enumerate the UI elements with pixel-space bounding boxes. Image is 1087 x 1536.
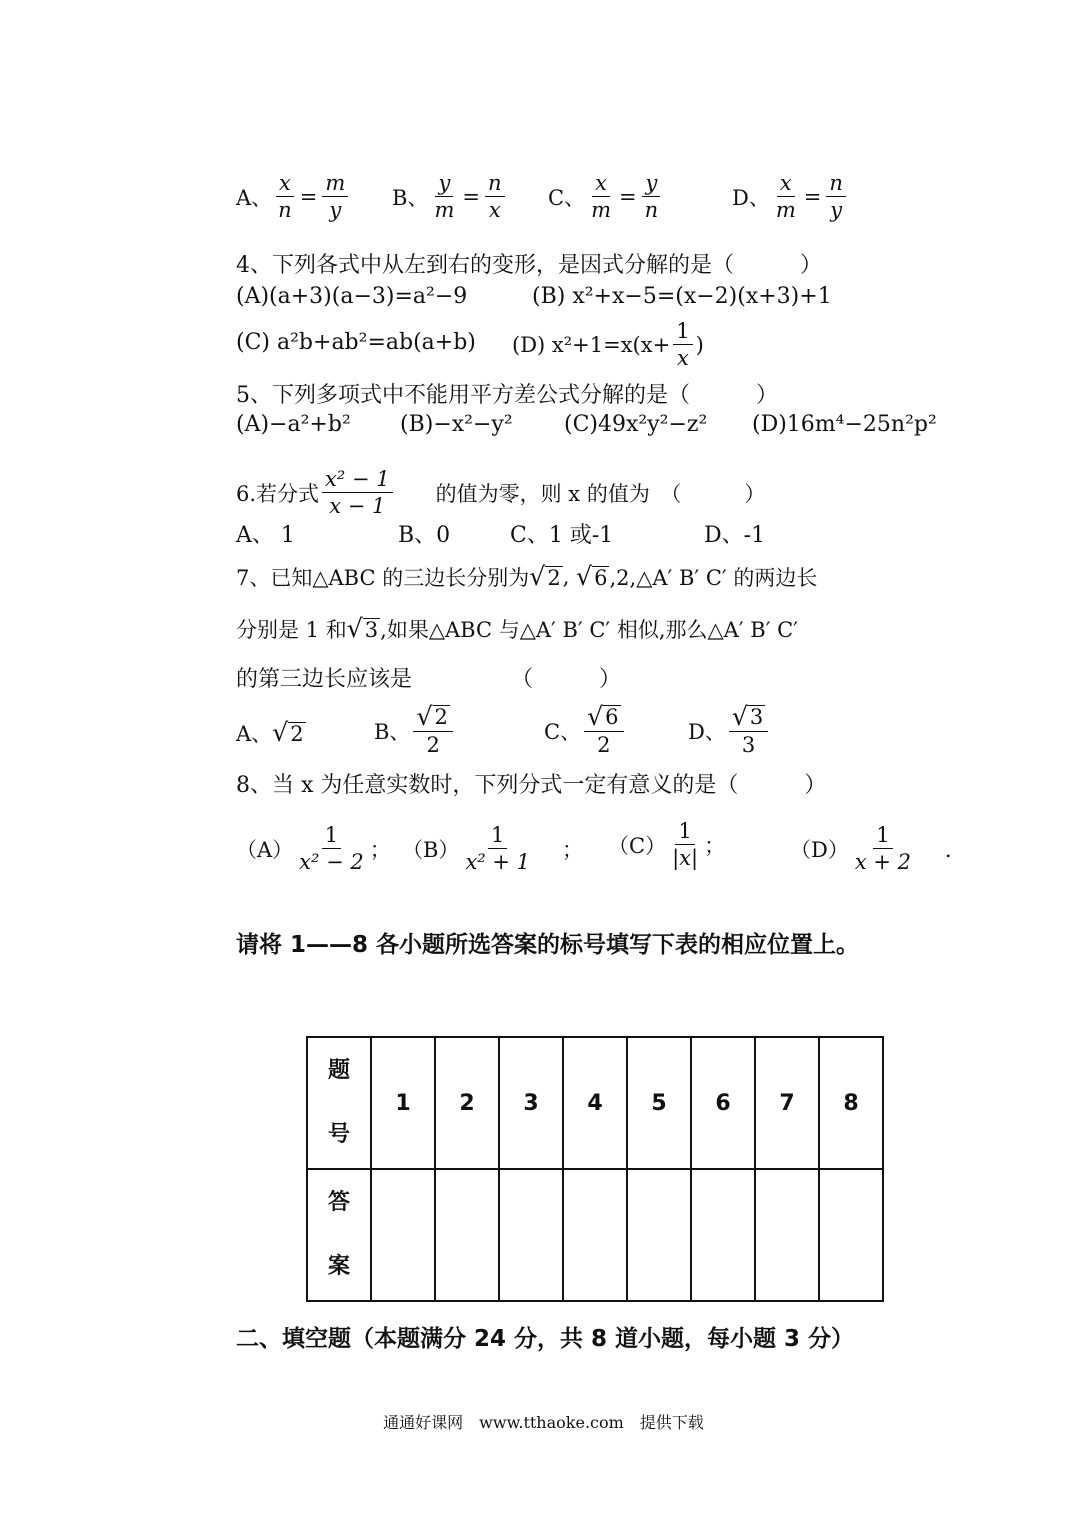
- q5-option-c: (C)49x²y²−z²: [564, 412, 708, 437]
- q6-option-d: D、-1: [704, 523, 766, 548]
- denominator: 2: [426, 733, 440, 758]
- stem-text: ,如果△ABC 与△A′ B′ C′ 相似,那么△A′ B′ C′: [380, 618, 799, 642]
- radicand: 2: [434, 705, 448, 730]
- option-label: D、: [732, 185, 770, 210]
- numerator: x: [777, 170, 795, 197]
- denominator: x − 1: [329, 494, 386, 519]
- numerator: 1: [488, 822, 507, 849]
- denominator: x² + 1: [465, 850, 531, 875]
- q8-option-c: [608, 818, 725, 872]
- option-label: B、: [392, 185, 429, 210]
- answer-table: [306, 1036, 884, 1302]
- option-label: A、: [236, 722, 273, 746]
- q8-option-a: [236, 822, 391, 876]
- q7-option-c: [544, 704, 627, 759]
- separator: ；: [369, 837, 391, 862]
- option-label: （A）: [236, 837, 294, 862]
- footer-source: 通通好课网 www.tthaoke.com 提供下载: [383, 1413, 704, 1432]
- fraction: [826, 170, 846, 224]
- q4-option-b: (B) x²+x−5=(x−2)(x+3)+1: [532, 284, 832, 309]
- answer-cell[interactable]: [563, 1169, 627, 1301]
- sqrt: √ 2: [272, 718, 304, 748]
- option-label: C、: [544, 720, 582, 745]
- question-number-cell: 8: [819, 1037, 883, 1169]
- fraction: [413, 704, 452, 759]
- section2-heading: 二、填空题（本题满分 24 分，共 8 道小题，每小题 3 分）: [236, 1326, 855, 1352]
- separator: ；: [704, 833, 726, 858]
- answer-cell[interactable]: [371, 1169, 435, 1301]
- option-label: A、: [236, 185, 273, 210]
- fraction: [462, 822, 533, 876]
- header-char: 号: [327, 1122, 350, 1147]
- q5-option-d: (D)16m⁴−25n²p²: [752, 412, 937, 437]
- numerator: √ 2: [413, 704, 452, 732]
- q4-option-a: (A)(a+3)(a−3)=a²−9: [236, 284, 468, 309]
- q7-option-b: [374, 704, 456, 759]
- fraction: [275, 170, 295, 224]
- fraction: [773, 170, 799, 224]
- numerator: n: [485, 170, 505, 197]
- denominator: x: [488, 198, 501, 223]
- answer-instruction: 请将 1——8 各小题所选答案的标号填写下表的相应位置上。: [236, 932, 860, 958]
- separator: ．: [945, 837, 966, 862]
- denominator: m: [775, 198, 796, 223]
- header-char: 案: [327, 1254, 350, 1279]
- option-text: ): [695, 332, 704, 357]
- option-label: （C）: [608, 833, 667, 858]
- answer-cell[interactable]: [499, 1169, 563, 1301]
- q3-option-a: [236, 170, 351, 224]
- q7-line2: [236, 614, 798, 644]
- equals-sign: =: [803, 184, 822, 209]
- comma: ,: [562, 565, 577, 589]
- equals-sign: =: [462, 184, 480, 209]
- q3-option-c: [548, 170, 664, 224]
- stem-text: 6.若分式: [236, 481, 320, 506]
- header-char: 答: [327, 1190, 350, 1215]
- question-number-cell: 1: [371, 1037, 435, 1169]
- fraction: [485, 170, 505, 224]
- option-text: (D) x²+1=x(x+: [512, 332, 671, 357]
- answer-cell[interactable]: [819, 1169, 883, 1301]
- numerator: √ 3: [729, 704, 768, 732]
- radicand: 2: [547, 565, 561, 590]
- radicand: 3: [364, 617, 379, 642]
- stem-text: 分别是 1 和: [236, 618, 347, 642]
- denominator: |x|: [672, 846, 699, 871]
- numerator: x² − 1: [322, 466, 393, 493]
- denominator: m: [434, 198, 455, 223]
- q4-option-c: (C) a²b+ab²=ab(a+b): [236, 330, 476, 355]
- fraction: [852, 822, 914, 876]
- denominator: n: [644, 198, 659, 223]
- equals-sign: =: [619, 184, 637, 209]
- denominator: x: [676, 346, 689, 371]
- numerator: n: [826, 170, 846, 197]
- q6-stem: [236, 466, 765, 520]
- question-number-cell: 2: [435, 1037, 499, 1169]
- table-header-answer: [307, 1169, 371, 1301]
- stem-text: 7、已知△ABC 的三边长分别为: [236, 566, 530, 590]
- numerator: y: [435, 170, 453, 197]
- stem-text: 的值为零，则 x 的值为 （ ）: [435, 481, 766, 506]
- q7-option-d: [688, 704, 771, 759]
- option-label: B、: [374, 720, 411, 745]
- numerator: 1: [675, 818, 694, 845]
- numerator: m: [322, 170, 348, 197]
- denominator: y: [329, 198, 342, 223]
- radicand: 6: [605, 705, 619, 730]
- fraction: [642, 170, 662, 224]
- separator: ；: [562, 837, 584, 862]
- option-label: （B）: [402, 837, 460, 862]
- question-number-cell: 7: [755, 1037, 819, 1169]
- question-number-cell: 3: [499, 1037, 563, 1169]
- table-row-answers: [307, 1169, 883, 1301]
- numerator: x: [592, 170, 610, 197]
- q3-option-d: [732, 170, 849, 224]
- numerator: 1: [322, 822, 341, 849]
- denominator: n: [278, 198, 292, 223]
- numerator: y: [642, 170, 660, 197]
- table-header-number: [307, 1037, 371, 1169]
- option-label: C、: [548, 185, 586, 210]
- radicand: 2: [290, 721, 304, 746]
- q8-stem: 8、当 x 为任意实数时，下列分式一定有意义的是（ ）: [236, 773, 827, 798]
- q8-option-b: [402, 822, 583, 876]
- fraction: [584, 704, 623, 759]
- fraction: [669, 818, 701, 872]
- numerator: √ 6: [584, 704, 623, 732]
- q6-option-c: C、1 或-1: [510, 523, 614, 548]
- q5-option-a: (A)−a²+b²: [236, 412, 351, 437]
- fraction: [431, 170, 457, 224]
- q4-option-d: [512, 318, 704, 372]
- q8-option-d: [790, 822, 966, 876]
- numerator: 1: [873, 822, 892, 849]
- fraction: [673, 318, 692, 372]
- radicand: 3: [749, 705, 764, 730]
- stem-text: ,2,△A′ B′ C′ 的两边长: [609, 566, 818, 590]
- denominator: y: [830, 198, 843, 223]
- q6-option-b: B、0: [398, 523, 451, 548]
- denominator: x² − 2: [299, 850, 364, 875]
- q7-option-a: [236, 718, 306, 748]
- header-char: 题: [327, 1058, 350, 1083]
- q7-line3: 的第三边长应该是 （ ）: [236, 667, 622, 692]
- equals-sign: =: [299, 184, 318, 209]
- denominator: m: [591, 198, 611, 223]
- denominator: x + 2: [854, 850, 911, 875]
- q7-line1: [236, 562, 817, 592]
- fraction: [588, 170, 614, 224]
- q4-stem: 4、下列各式中从左到右的变形，是因式分解的是（ ）: [236, 253, 822, 278]
- q5-stem: 5、下列多项式中不能用平方差公式分解的是（ ）: [236, 383, 778, 408]
- fraction: [322, 170, 348, 224]
- fraction: [322, 466, 393, 520]
- table-row-numbers: [307, 1037, 883, 1169]
- sqrt: √ 3: [346, 614, 379, 644]
- option-label: D、: [688, 720, 726, 745]
- q5-option-b: (B)−x²−y²: [400, 412, 513, 437]
- option-label: （D）: [790, 837, 849, 862]
- radicand: 6: [594, 565, 608, 590]
- answer-cell[interactable]: [691, 1169, 755, 1301]
- answer-cell[interactable]: [435, 1169, 499, 1301]
- sqrt: √ 6: [576, 562, 608, 592]
- fraction: [729, 704, 768, 759]
- fraction: [296, 822, 367, 876]
- q3-option-b: [392, 170, 508, 224]
- question-number-cell: 5: [627, 1037, 691, 1169]
- sqrt: √ 2: [529, 562, 561, 592]
- answer-cell[interactable]: [755, 1169, 819, 1301]
- question-number-cell: 4: [563, 1037, 627, 1169]
- numerator: x: [276, 170, 294, 197]
- answer-cell[interactable]: [627, 1169, 691, 1301]
- denominator: 3: [741, 733, 756, 758]
- question-number-cell: 6: [691, 1037, 755, 1169]
- denominator: 2: [597, 733, 611, 758]
- numerator: 1: [673, 318, 692, 345]
- q6-option-a: A、 1: [236, 523, 295, 548]
